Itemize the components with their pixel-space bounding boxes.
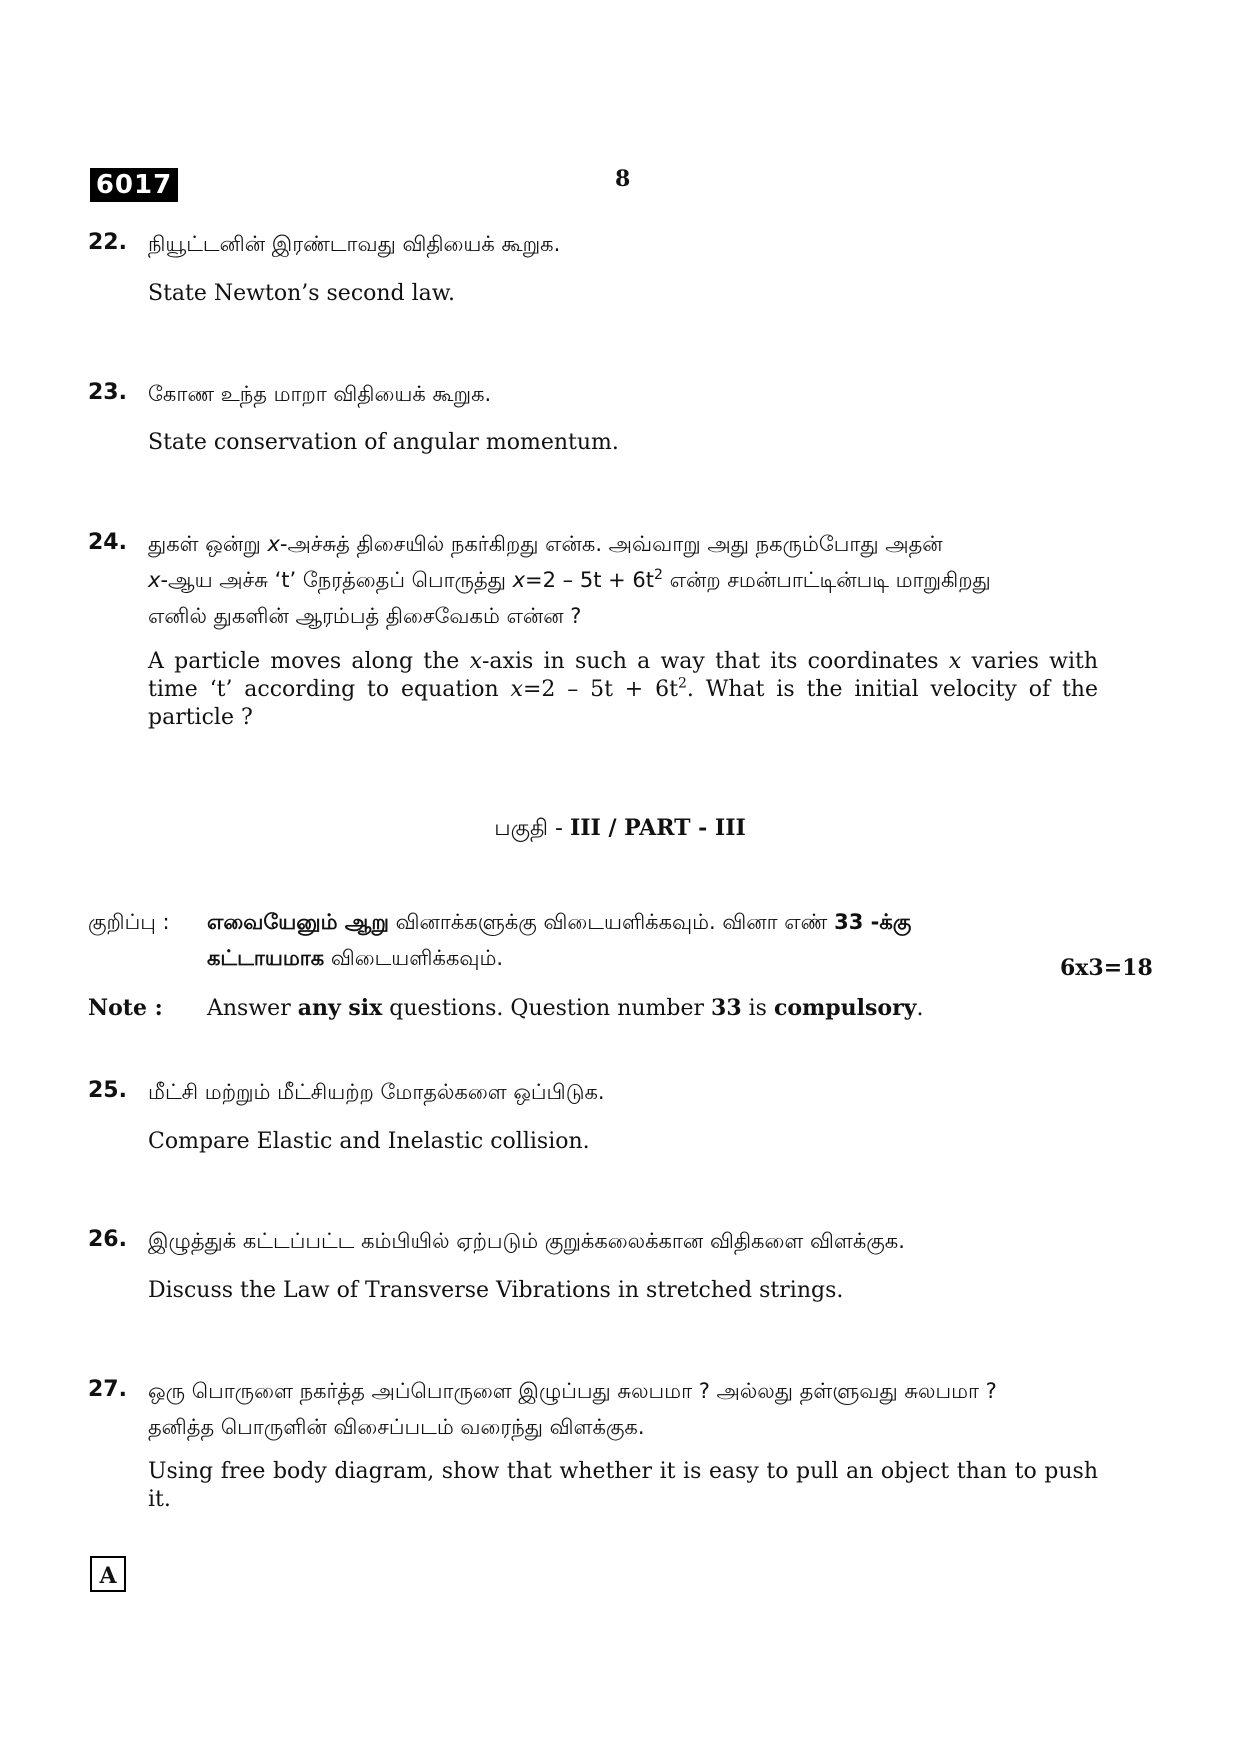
- question-23-english: State conservation of angular momentum.: [148, 430, 619, 455]
- question-24-tamil-line-3: எனில் துகளின் ஆரம்பத் திசைவேகம் என்ன ?: [148, 604, 582, 628]
- question-26-tamil: இழுத்துக் கட்டப்பட்ட கம்பியில் ஏற்படும் குறுக்கலைக்கான விதிகளை விளக்குக.: [148, 1229, 905, 1253]
- question-number-27: 27.: [88, 1377, 127, 1402]
- question-24-english: A particle moves along the x-axis in such a way that its coordinates x varies with time ‘t’ according to equation $x=2 - 5t + 6t^2$. What is the initial velocity of the particle ?: [148, 649, 1098, 730]
- part-heading: பகுதி - III / PART - III: [494, 815, 746, 841]
- question-22-tamil: நியூட்டனின் இரண்டாவது விதியைக் கூறுக.: [148, 232, 561, 256]
- question-27-english: Using free body diagram, show that whether it is easy to pull an object than to push it.: [148, 1459, 1098, 1512]
- question-25-english: Compare Elastic and Inelastic collision.: [148, 1129, 590, 1154]
- question-number-22: 22.: [88, 230, 127, 255]
- question-number-25: 25.: [88, 1078, 127, 1103]
- note-text-english: Answer any six questions. Question number 33 is compulsory.: [207, 995, 924, 1021]
- question-27-tamil-line-2: தனித்த பொருளின் விசைப்படம் வரைந்து விளக்குக.: [148, 1415, 645, 1439]
- question-number-23: 23.: [88, 380, 127, 405]
- question-22-english: State Newton’s second law.: [148, 281, 456, 306]
- note-text-tamil-line-2: கட்டாயமாக விடையளிக்கவும்.: [207, 946, 504, 970]
- question-27-tamil-line-1: ஒரு பொருளை நகர்த்த அப்பொருளை இழுப்பது சுலபமா ? அல்லது தள்ளுவது சுலபமா ?: [148, 1379, 997, 1403]
- question-number-26: 26.: [88, 1227, 127, 1252]
- version-box: A: [90, 1556, 126, 1592]
- question-23-tamil: கோண உந்த மாறா விதியைக் கூறுக.: [148, 382, 492, 406]
- note-text-tamil-line-1: எவையேனும் ஆறு வினாக்களுக்கு விடையளிக்கவும். வினா எண் 33 -க்கு: [207, 910, 912, 934]
- page-number: 8: [615, 166, 631, 192]
- question-24-tamil-line-1: துகள் ஒன்று x-அச்சுத் திசையில் நகர்கிறது என்க. அவ்வாறு அது நகரும்போது அதன்: [148, 532, 943, 556]
- question-25-tamil: மீட்சி மற்றும் மீட்சியற்ற மோதல்களை ஒப்பிடுக.: [148, 1080, 605, 1104]
- question-24-tamil-line-2: x-ஆய அச்சு ‘t’ நேரத்தைப் பொருத்து $x=2 - 5t + 6t^2$ என்ற சமன்பாட்டின்படி மாறுகிறது: [148, 567, 991, 592]
- note-label-tamil: குறிப்பு :: [88, 910, 170, 934]
- note-label-english: Note :: [88, 995, 163, 1021]
- paper-code-badge: 6017: [90, 168, 178, 202]
- marks-allocation: 6x3=18: [1060, 955, 1153, 981]
- question-number-24: 24.: [88, 530, 127, 555]
- question-26-english: Discuss the Law of Transverse Vibrations in stretched strings.: [148, 1278, 844, 1303]
